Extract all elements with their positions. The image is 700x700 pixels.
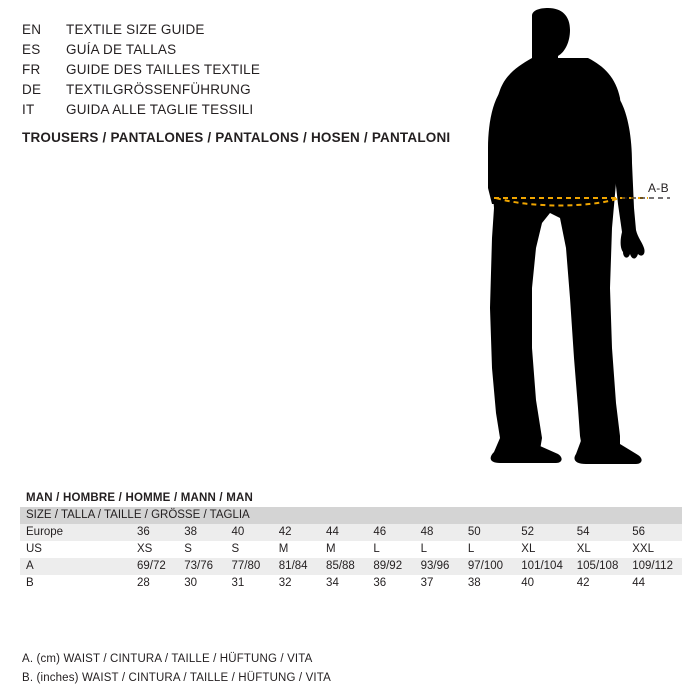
cell-a-2: 77/80 [226,558,273,575]
table-row [20,558,682,575]
cell-us-10: XXL [626,541,682,558]
footnote-a: A. (cm) WAIST / CINTURA / TAILLE / HÜFTUNG / VITA [22,653,313,665]
cell-b-6: 37 [415,575,462,592]
footnote-b: B. (inches) WAIST / CINTURA / TAILLE / HÜFTUNG / VITA [22,672,331,684]
footnotes [22,650,622,688]
table-row [20,490,682,507]
cell-europe-5: 46 [367,524,414,541]
man-silhouette-illustration [470,8,690,468]
row-label-us: US [20,541,131,558]
language-row [22,82,482,102]
cell-europe-8: 52 [515,524,570,541]
cell-b-10: 44 [626,575,682,592]
table-row [20,541,682,558]
table-row [20,507,682,524]
row-label-b: B [20,575,131,592]
cell-us-4: M [320,541,367,558]
cell-a-5: 89/92 [367,558,414,575]
garment-type-line: TROUSERS / PANTALONES / PANTALONS / HOSEN / PANTALONI [22,130,451,145]
cell-b-7: 38 [462,575,515,592]
language-title: GUIDE DES TAILLES TEXTILE [66,62,261,77]
cell-us-1: S [178,541,225,558]
cell-b-9: 42 [571,575,626,592]
language-code: FR [22,62,41,77]
cell-a-3: 81/84 [273,558,320,575]
cell-europe-4: 44 [320,524,367,541]
language-code: DE [22,82,42,97]
language-title: GUÍA DE TALLAS [66,42,177,57]
size-table-area [20,490,682,592]
cell-us-2: S [226,541,273,558]
cell-b-5: 36 [367,575,414,592]
table-column-header: SIZE / TALLA / TAILLE / GRÖSSE / TAGLIA [20,507,682,524]
cell-b-4: 34 [320,575,367,592]
size-table [20,490,682,592]
cell-a-1: 73/76 [178,558,225,575]
cell-a-9: 105/108 [571,558,626,575]
language-header-block [22,22,482,122]
cell-b-3: 32 [273,575,320,592]
language-title: TEXTILGRÖSSENFÜHRUNG [66,82,251,97]
cell-europe-6: 48 [415,524,462,541]
cell-a-0: 69/72 [131,558,178,575]
cell-us-5: L [367,541,414,558]
cell-europe-10: 56 [626,524,682,541]
cell-a-10: 109/112 [626,558,682,575]
cell-europe-9: 54 [571,524,626,541]
language-title: TEXTILE SIZE GUIDE [66,22,205,37]
language-row [22,102,482,122]
cell-a-7: 97/100 [462,558,515,575]
row-label-a: A [20,558,131,575]
language-code: EN [22,22,42,37]
cell-europe-3: 42 [273,524,320,541]
cell-europe-2: 40 [226,524,273,541]
cell-a-4: 85/88 [320,558,367,575]
cell-us-6: L [415,541,462,558]
cell-a-8: 101/104 [515,558,570,575]
cell-us-0: XS [131,541,178,558]
cell-us-9: XL [571,541,626,558]
cell-b-1: 30 [178,575,225,592]
cell-b-0: 28 [131,575,178,592]
cell-us-7: L [462,541,515,558]
measurement-label-ab: A-B [648,181,669,195]
row-label-europe: Europe [20,524,131,541]
cell-europe-1: 38 [178,524,225,541]
language-code: IT [22,102,35,117]
language-title: GUIDA ALLE TAGLIE TESSILI [66,102,254,117]
cell-b-2: 31 [226,575,273,592]
cell-europe-0: 36 [131,524,178,541]
cell-a-6: 93/96 [415,558,462,575]
table-row [20,575,682,592]
cell-b-8: 40 [515,575,570,592]
language-row [22,62,482,82]
language-row [22,42,482,62]
cell-us-8: XL [515,541,570,558]
language-row [22,22,482,42]
cell-us-3: M [273,541,320,558]
table-section-title: MAN / HOMBRE / HOMME / MANN / MAN [20,490,682,507]
table-row [20,524,682,541]
cell-europe-7: 50 [462,524,515,541]
language-code: ES [22,42,41,57]
